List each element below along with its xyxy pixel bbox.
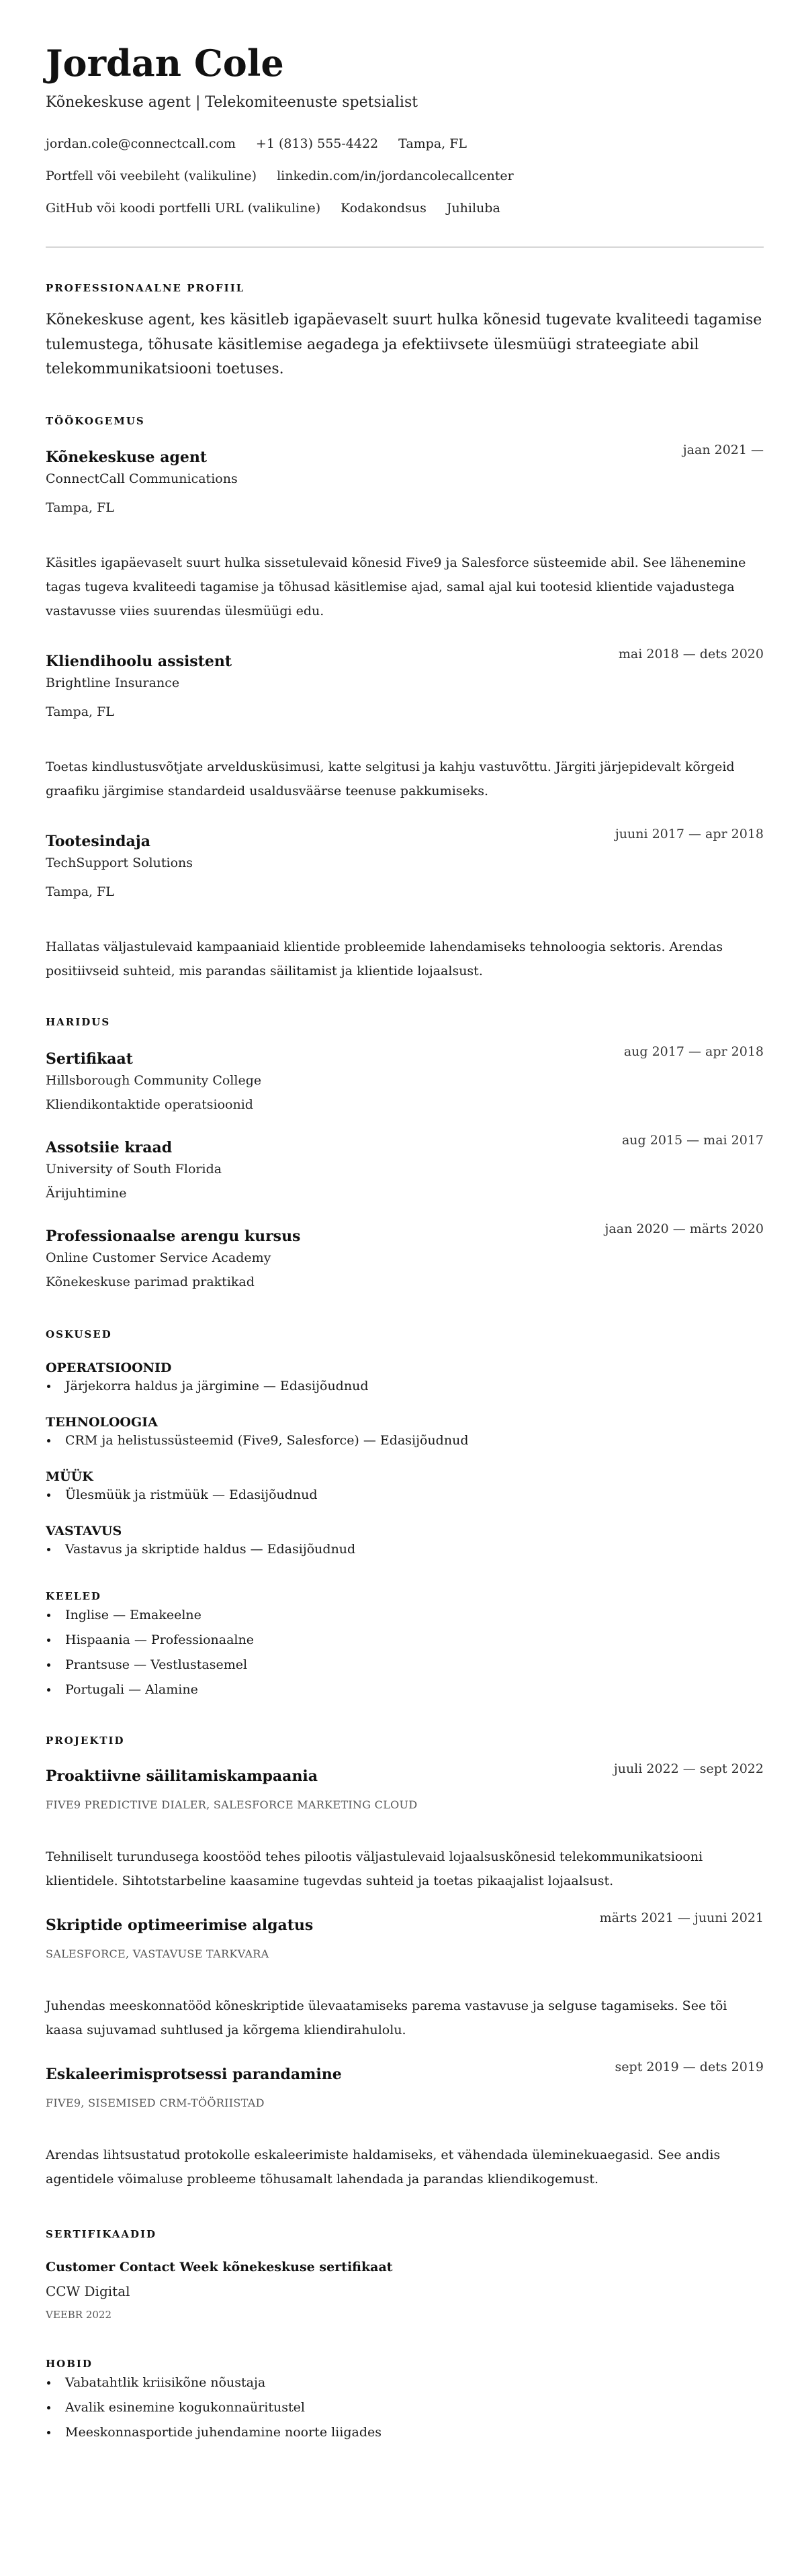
contact-item: Tampa, FL	[398, 136, 467, 151]
job-dates: jaan 2021 —	[682, 442, 764, 457]
education-dates: aug 2017 — apr 2018	[623, 1044, 764, 1059]
certification-entry	[46, 2258, 764, 2322]
profile-section	[46, 281, 764, 382]
language-item: Inglise — Emakeelne	[46, 1603, 764, 1628]
skill-list	[46, 1377, 764, 1395]
hobbies-section	[46, 2357, 764, 2445]
section-heading: SERTIFIKAADID	[46, 2227, 157, 2240]
languages-section	[46, 1590, 764, 1702]
project-dates: juuli 2022 — sept 2022	[613, 1761, 764, 1776]
skill-list	[46, 1540, 764, 1559]
language-item: Prantsuse — Vestlustasemel	[46, 1653, 764, 1677]
profile-summary: Kõnekeskuse agent, kes käsitleb igapäevaselt suurt hulka kõnesid tugevate kvaliteedi tagamise tulemustega, tõhusate käsitlemise aegadega ja efektiivsete ülesmüügi strateegiate abil telekommunikatsiooni toetuses.	[46, 312, 762, 377]
candidate-headline: Kõnekeskuse agent | Telekomiteenuste spetsialist	[46, 94, 418, 111]
certification-name: Customer Contact Week kõnekeskuse sertifikaat	[46, 2259, 393, 2274]
job-company: ConnectCall Communications	[46, 471, 238, 486]
header-divider	[46, 246, 764, 248]
project-technologies: SALESFORCE, VASTAVUSE TARKVARA	[46, 1947, 269, 1960]
education-dates: aug 2015 — mai 2017	[621, 1132, 764, 1148]
job-header	[46, 826, 764, 852]
skill-category: MÜÜK	[46, 1469, 93, 1484]
education-header	[46, 1132, 764, 1158]
project-header	[46, 2059, 764, 2084]
job-header	[46, 442, 764, 467]
project-entry	[46, 1761, 764, 1893]
project-technologies: FIVE9, SISEMISED CRM-TÖÖRIISTAD	[46, 2096, 265, 2109]
certification-date: VEEBR 2022	[46, 2308, 111, 2321]
contact-item: GitHub või koodi portfelli URL (valikuline)	[46, 201, 321, 216]
contact-item: linkedin.com/in/jordancolecallcenter	[277, 169, 514, 183]
section-heading: KEELED	[46, 1590, 101, 1602]
contact-row	[46, 199, 764, 218]
resume-header	[46, 42, 764, 218]
project-title: Proaktiivne säilitamiskampaania	[46, 1767, 318, 1785]
field-of-study: Ärijuhtimine	[46, 1185, 127, 1201]
skill-list	[46, 1431, 764, 1450]
skill-list	[46, 1485, 764, 1504]
skill-category: TEHNOLOOGIA	[46, 1414, 158, 1430]
job-description: Hallatas väljastulevaid kampaaniaid klientide probleemide lahendamiseks tehnoloogia sektoris. Arendas positiivseid suhteid, mis parandas säilitamist ja klientide lojaalsust.	[46, 939, 723, 978]
job-title: Kõnekeskuse agent	[46, 448, 208, 466]
contact-info	[46, 134, 764, 218]
hobby-item: Avalik esinemine kogukonnaüritustel	[46, 2395, 764, 2420]
skill-category: VASTAVUS	[46, 1523, 122, 1538]
education-entry	[46, 1132, 764, 1203]
education-entry	[46, 1221, 764, 1291]
job-title: Kliendihoolu assistent	[46, 652, 232, 670]
hobby-item: Meeskonnasportide juhendamine noorte liigades	[46, 2420, 764, 2445]
experience-section	[46, 414, 764, 983]
contact-item: +1 (813) 555-4422	[255, 136, 379, 151]
hobby-item: Vabatahtlik kriisikõne nõustaja	[46, 2371, 764, 2395]
skills-section	[46, 1328, 764, 1559]
field-of-study: Kõnekeskuse parimad praktikad	[46, 1274, 255, 1289]
project-title: Skriptide optimeerimise algatus	[46, 1916, 314, 1934]
job-entry	[46, 826, 764, 983]
project-title: Eskaleerimisprotsessi parandamine	[46, 2065, 342, 2083]
education-section	[46, 1015, 764, 1291]
education-header	[46, 1221, 764, 1246]
candidate-name: Jordan Cole	[46, 42, 284, 85]
degree-title: Assotsiie kraad	[46, 1138, 173, 1156]
contact-row	[46, 134, 764, 153]
job-entry	[46, 646, 764, 803]
contact-item: Portfell või veebileht (valikuline)	[46, 169, 257, 183]
contact-row	[46, 167, 764, 185]
language-item: Portugali — Alamine	[46, 1677, 764, 1702]
project-entry	[46, 2059, 764, 2191]
section-heading: TÖÖKOGEMUS	[46, 414, 145, 427]
contact-item: jordan.cole@connectcall.com	[46, 136, 236, 151]
skill-category: OPERATSIOONID	[46, 1360, 172, 1375]
job-title: Tootesindaja	[46, 832, 150, 850]
language-list	[46, 1603, 764, 1702]
section-heading: HOBID	[46, 2357, 93, 2370]
job-company: Brightline Insurance	[46, 675, 180, 690]
section-heading: HARIDUS	[46, 1015, 111, 1028]
job-header	[46, 646, 764, 672]
education-dates: jaan 2020 — märts 2020	[604, 1221, 764, 1236]
institution-name: Hillsborough Community College	[46, 1072, 262, 1088]
degree-title: Sertifikaat	[46, 1050, 133, 1068]
job-dates: mai 2018 — dets 2020	[618, 646, 764, 661]
degree-title: Professionaalse arengu kursus	[46, 1227, 301, 1245]
job-description: Käsitles igapäevaselt suurt hulka sissetulevaid kõnesid Five9 ja Salesforce süsteemide abil. See lähenemine tagas tugeva kvaliteedi tagamise ja tõhusad käsitlemise ajad, samal ajal kui tootesid klientide vajadustega vastavusse viies suurendas ülesmüügi edu.	[46, 555, 746, 618]
certification-issuer: CCW Digital	[46, 2283, 130, 2299]
skill-item: Ülesmüük ja ristmüük — Edasijõudnud	[46, 1485, 764, 1504]
section-heading: OSKUSED	[46, 1328, 112, 1340]
institution-name: Online Customer Service Academy	[46, 1250, 271, 1265]
education-entry	[46, 1044, 764, 1114]
job-description: Toetas kindlustusvõtjate arveldusküsimusi, katte selgitusi ja kahju vastuvõttu. Järgiti järjepidevalt kõrgeid graafiku järgimise standardeid usaldusväärse teenuse pakkumiseks.	[46, 759, 735, 798]
project-description: Tehniliselt turundusega koostööd tehes pilootis väljastulevaid lojaalsuskõnesid telekommunikatsiooni klientidele. Sihtotstarbeline kaasamine tugevdas suhteid ja toetas pikaajalist lojaalsust.	[46, 1849, 703, 1888]
project-header	[46, 1761, 764, 1786]
project-description: Arendas lihtsustatud protokolle eskaleerimiste haldamiseks, et vähendada üleminekuaegasid. See andis agentidele võimaluse probleeme tõhusamalt lahendada ja parandas kliendikogemust.	[46, 2147, 721, 2187]
hobby-list	[46, 2371, 764, 2445]
language-item: Hispaania — Professionaalne	[46, 1628, 764, 1653]
job-location: Tampa, FL	[46, 500, 114, 515]
contact-item: Juhiluba	[446, 201, 500, 216]
project-header	[46, 1910, 764, 1935]
education-header	[46, 1044, 764, 1069]
job-dates: juuni 2017 — apr 2018	[615, 826, 764, 841]
projects-section	[46, 1734, 764, 2191]
skill-item: CRM ja helistussüsteemid (Five9, Salesforce) — Edasijõudnud	[46, 1431, 764, 1450]
job-location: Tampa, FL	[46, 704, 114, 719]
project-dates: märts 2021 — juuni 2021	[599, 1910, 764, 1925]
section-heading: PROFESSIONAALNE PROFIIL	[46, 282, 245, 294]
job-location: Tampa, FL	[46, 884, 114, 899]
skill-item: Vastavus ja skriptide haldus — Edasijõudnud	[46, 1540, 764, 1559]
institution-name: University of South Florida	[46, 1161, 222, 1177]
skill-item: Järjekorra haldus ja järgimine — Edasijõudnud	[46, 1377, 764, 1395]
project-entry	[46, 1910, 764, 2042]
field-of-study: Kliendikontaktide operatsioonid	[46, 1097, 253, 1112]
certifications-section	[46, 2227, 764, 2322]
contact-item: Kodakondsus	[341, 201, 427, 216]
job-entry	[46, 442, 764, 623]
project-description: Juhendas meeskonnatööd kõneskriptide ülevaatamiseks parema vastavuse ja selguse tagamiseks. See tõi kaasa sujuvamad suhtlused ja kõrgema kliendirahulolu.	[46, 1998, 727, 2037]
project-dates: sept 2019 — dets 2019	[615, 2059, 764, 2074]
job-company: TechSupport Solutions	[46, 855, 193, 870]
section-heading: PROJEKTID	[46, 1734, 125, 1747]
project-technologies: FIVE9 PREDICTIVE DIALER, SALESFORCE MARKETING CLOUD	[46, 1798, 418, 1811]
